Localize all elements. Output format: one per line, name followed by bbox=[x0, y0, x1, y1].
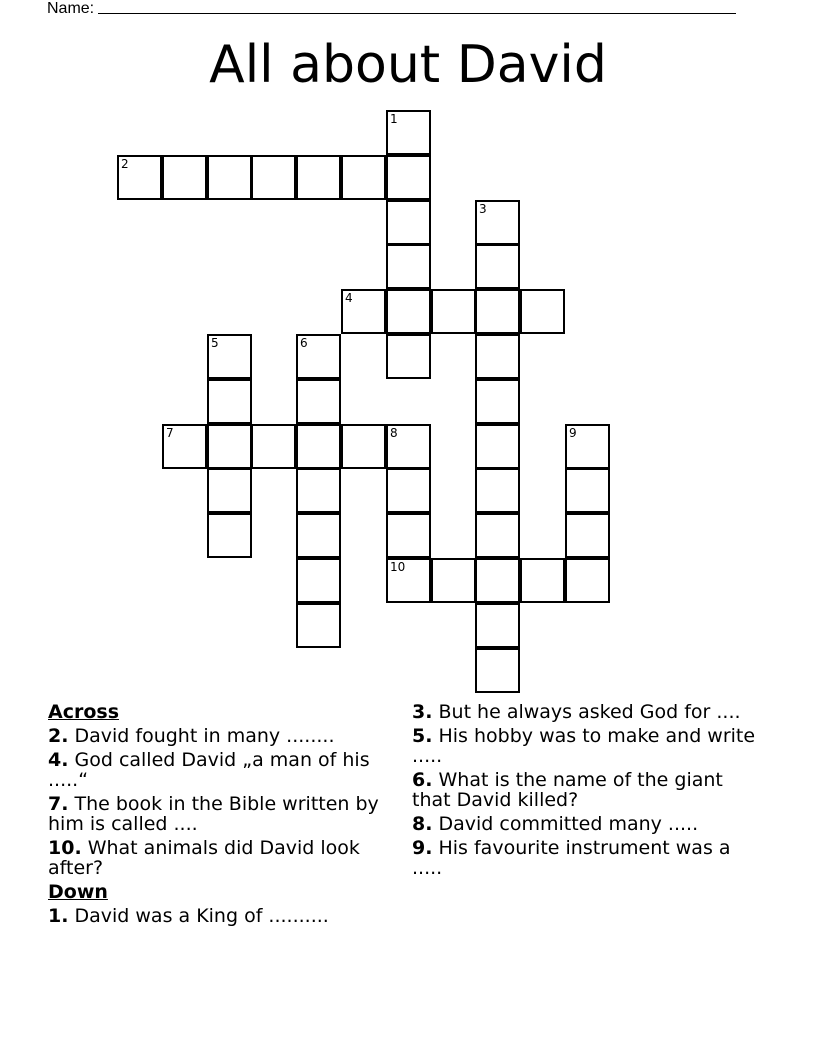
grid-cell[interactable] bbox=[117, 155, 162, 200]
clues-left-column bbox=[48, 702, 398, 930]
grid-cell[interactable] bbox=[207, 379, 252, 424]
cell-number: 4 bbox=[345, 291, 353, 305]
clue-down-6: 6. What is the name of the giant that David killed? bbox=[412, 769, 723, 811]
grid-cell[interactable] bbox=[475, 513, 520, 558]
clues-right-column bbox=[412, 702, 757, 882]
grid-cell[interactable] bbox=[565, 424, 610, 469]
grid-cell[interactable] bbox=[520, 289, 565, 334]
cell-number: 5 bbox=[211, 336, 219, 350]
cell-number: 8 bbox=[390, 426, 398, 440]
grid-cell[interactable] bbox=[162, 424, 207, 469]
cell-number: 3 bbox=[479, 202, 487, 216]
grid-cell[interactable] bbox=[386, 200, 431, 245]
grid-cell[interactable] bbox=[431, 289, 476, 334]
grid-cell[interactable] bbox=[475, 424, 520, 469]
cell-number: 2 bbox=[121, 157, 129, 171]
grid-cell[interactable] bbox=[475, 289, 520, 334]
grid-cell[interactable] bbox=[251, 424, 296, 469]
grid-cell[interactable] bbox=[296, 603, 341, 648]
grid-cell[interactable] bbox=[386, 424, 431, 469]
grid-cell[interactable] bbox=[475, 558, 520, 603]
grid-cell[interactable] bbox=[386, 468, 431, 513]
across-heading: Across bbox=[48, 701, 120, 723]
clue-across-7: 7. The book in the Bible written by him is called .... bbox=[48, 793, 379, 835]
grid-cell[interactable] bbox=[475, 648, 520, 693]
cell-number: 10 bbox=[390, 560, 406, 574]
cell-number: 6 bbox=[300, 336, 308, 350]
name-label: Name: bbox=[47, 0, 95, 17]
grid-cell[interactable] bbox=[207, 155, 252, 200]
grid-cell[interactable] bbox=[386, 513, 431, 558]
grid-cell[interactable] bbox=[386, 110, 431, 155]
grid-cell[interactable] bbox=[296, 379, 341, 424]
grid-cell[interactable] bbox=[207, 468, 252, 513]
clue-down-1: 1. David was a King of .......... bbox=[48, 905, 329, 927]
grid-cell[interactable] bbox=[162, 155, 207, 200]
grid-cell[interactable] bbox=[565, 558, 610, 603]
clue-down-5: 5. His hobby was to make and write ..... bbox=[412, 725, 756, 767]
grid-cell[interactable] bbox=[565, 468, 610, 513]
grid-cell[interactable] bbox=[296, 424, 341, 469]
grid-cell[interactable] bbox=[341, 424, 386, 469]
grid-cell[interactable] bbox=[296, 155, 341, 200]
grid-cell[interactable] bbox=[296, 558, 341, 603]
grid-cell[interactable] bbox=[386, 558, 431, 603]
grid-cell[interactable] bbox=[431, 558, 476, 603]
grid-cell[interactable] bbox=[207, 513, 252, 558]
clue-across-10: 10. What animals did David look after? bbox=[48, 837, 360, 879]
clue-across-2: 2. David fought in many ........ bbox=[48, 725, 335, 747]
down-heading: Down bbox=[48, 881, 108, 903]
grid-cell[interactable] bbox=[520, 558, 565, 603]
grid-cell[interactable] bbox=[251, 155, 296, 200]
grid-cell[interactable] bbox=[386, 334, 431, 379]
grid-cell[interactable] bbox=[475, 379, 520, 424]
grid-cell[interactable] bbox=[475, 200, 520, 245]
grid-cell[interactable] bbox=[386, 289, 431, 334]
grid-cell[interactable] bbox=[296, 513, 341, 558]
grid-cell[interactable] bbox=[207, 334, 252, 379]
clue-down-8: 8. David committed many ..... bbox=[412, 813, 699, 835]
grid-cell[interactable] bbox=[341, 155, 386, 200]
grid-cell[interactable] bbox=[475, 244, 520, 289]
grid-cell[interactable] bbox=[475, 603, 520, 648]
cell-number: 7 bbox=[166, 426, 174, 440]
page-title: All about David bbox=[209, 35, 607, 95]
grid-cell[interactable] bbox=[386, 244, 431, 289]
clue-across-4: 4. God called David „a man of his .....“ bbox=[48, 749, 370, 791]
cell-number: 9 bbox=[569, 426, 577, 440]
clue-down-3: 3. But he always asked God for .... bbox=[412, 701, 741, 723]
grid-cell[interactable] bbox=[475, 334, 520, 379]
grid-cell[interactable] bbox=[207, 424, 252, 469]
grid-cell[interactable] bbox=[565, 513, 610, 558]
clue-down-9: 9. His favourite instrument was a ..... bbox=[412, 837, 731, 879]
grid-cell[interactable] bbox=[341, 289, 386, 334]
grid-cell[interactable] bbox=[296, 468, 341, 513]
cell-number: 1 bbox=[390, 112, 398, 126]
grid-cell[interactable] bbox=[475, 468, 520, 513]
grid-cell[interactable] bbox=[386, 155, 431, 200]
grid-cell[interactable] bbox=[296, 334, 341, 379]
